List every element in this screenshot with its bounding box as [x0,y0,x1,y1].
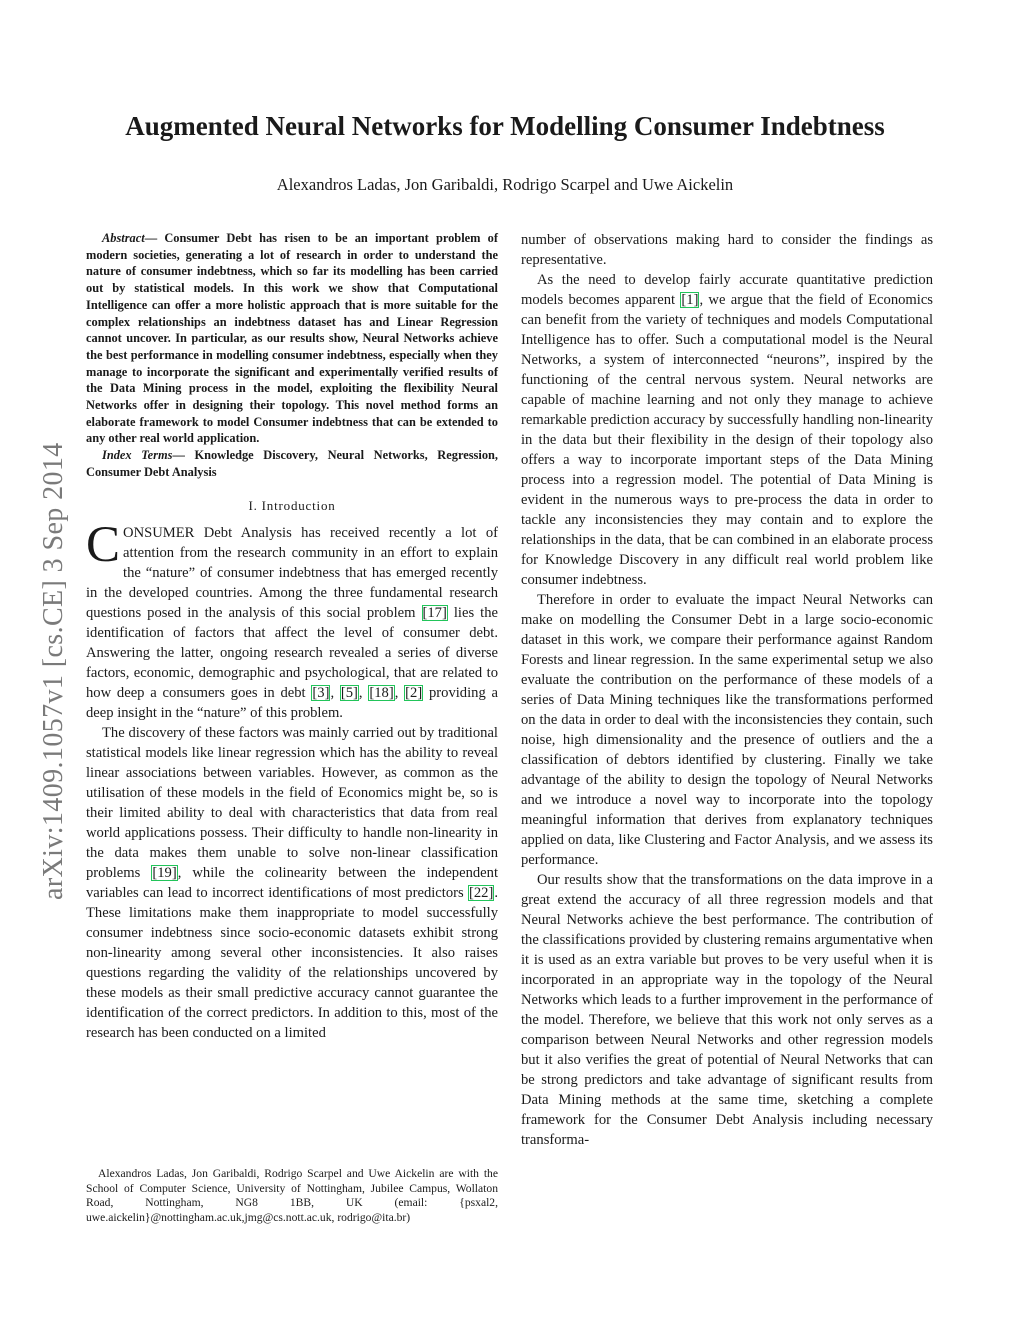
index-terms: Index Terms— Knowledge Discovery, Neural Networks, Regression, Consumer Debt Analysis [86,448,498,479]
text-run: , [358,684,369,701]
text-run: As the need to develop fairly accurate quantitative prediction models becomes apparent [521,272,933,308]
citation-link[interactable]: [5] [340,684,358,701]
abstract-text: Consumer Debt has risen to be an important problem of modern societies, generating a lot of research in order to understand the nature of consumer indebtness, which so far its modelling has been carried out by statistical models. In this work we show that Computational Intelligence can offer a more holistic approach that is more suitable for the complex relationships an indebtness dataset has and Linear Regression cannot uncover. In particular, as our results show, Neural Networks achieve the best performance in modelling consumer indebtness, especially when they manage to incorporate the significant and experimentally verified results of the Data Mining process in the model, exploiting the flexibility Neural Networks offer in designing their topology. This novel method forms an elaborate framework to model Consumer indebtness that can be extended to any other real world application. [86,231,498,446]
intro-paragraph-1 [86,516,499,723]
text-run: . These limitations make them inappropriate to model successfully consumer indebtness since socio-economic datasets exhibit strong non-linearity among several other inconsistencies. It also raises questions regarding the validity of the relationships uncovered by these models as their small predictive accuracy cannot guarantee the identification of the correct predictors. In addition to this, most of the research has been conducted on a limited [86,884,498,1041]
citation-link[interactable]: [17] [422,604,447,621]
citation-link[interactable]: [18] [369,684,394,701]
index-terms-text: Knowledge Discovery, Neural Networks, Regression, Consumer Debt Analysis [86,448,498,479]
text-run: , while the colinearity between the independent variables can lead to incorrect identifications of most predictors [86,864,498,901]
right-column [521,230,933,1150]
text-run: lies the identification of factors that affect the level of consumer debt. Answering the latter, ongoing research revealed a series of diverse factors, economic, demographic and psychological, that are related to how deep a consumers goes in debt [86,604,498,701]
text-run: The discovery of these factors was mainly carried out by traditional statistical models like linear regression which has the ability to reveal linear associations between variables. However, as common as the utilisation of these models in the field of Economics might be, so is their limited ability to deal with characteristics that data from real world applications possess. Their difficulty to handle non-linearity in the data makes them unable to solve non-linear classification problems [86,724,498,881]
text-run: ONSUMER Debt Analysis has received recently a lot of attention from the research community in an effort to explain the “nature” of consumer indebtness that has emerged recently in the developed countries. Among the three fundamental research questions posed in the analysis of this social problem [86,524,498,621]
left-column [86,230,498,1043]
section-heading-introduction: I. Introduction [248,497,336,513]
text-run: , we argue that the field of Economics can benefit from the variety of techniques and models Computational Intelligence has to offer. Such a computational model is the Neural Networks, a system of interconnected “neurons”, inspired by the functioning of the central nervous system. Neural networks are capable of machine learning and not only they manage to achieve remarkable prediction accuracy by successfully handling non-linearity in the data but their flexibility in the design of their topology also offers a way to incorporate important steps of the Data Mining process into a regression model. The potential of Data Mining is evident in the numerous ways to pre-process the data in order to tackle any inconsistencies they may contain and to explore the relationships in the data, that be can combined in an elaborate process for Knowledge Discovery in any difficult real world problem like consumer indebtness. [521,292,933,588]
intro-paragraph-5: Our results show that the transformations on the data improve in a great extend the accuracy of all three regression models and that Neural Networks achieve the best performance. The contribution of the classifications provided by clustering remains argumentative when it is used as an extra variable but proves to be very useful when it is incorporated in an appropriate way in the topology of the Neural Networks which leads to a further improvement in the performance of the model. Therefore, we believe that this work not only serves as a comparison between Neural Networks and other regression models but it also verifies the great of potential of Neural Networks that can be strong predictors and take advantage of significant results from Data Mining methods at the same time, sketching a complete framework for the Consumer Debt Analysis including necessary transforma- [521,872,933,1148]
drop-cap: C [86,516,121,573]
intro-paragraph-4: Therefore in order to evaluate the impact Neural Networks can make on modelling the Consumer Debt in a large socio-economic dataset in this work, we compare their performance against Random Forests and linear regression. In the same experimental setup we also evaluate the contribution on the performance of these models of a series of Data Mining techniques like the transformations performed on the data in order to deal with the inconsistencies they contain, such noise, high dimensionality and the presence of outliers and the a classification of debtors identified by clustering. Finally we take advantage of the ability to design the topology of Neural Networks and we introduce a novel way to incorporate into the topology meaningful information that derives from explanatory techniques applied on data, like Clustering and Factor Analysis, and we assess its performance. [521,592,933,868]
paper-title: Augmented Neural Networks for Modelling Consumer Indebtness [125,111,885,141]
intro-paragraph-2-cont: number of observations making hard to consider the findings as representative. [521,232,933,268]
intro-paragraph-2 [86,723,498,1043]
citation-link[interactable]: [1] [681,292,699,308]
abstract-label: Abstract [102,231,145,245]
index-terms-label: Index Terms [102,448,173,463]
arxiv-identifier: arXiv:1409.1057v1 [cs.CE] 3 Sep 2014 [38,442,69,900]
author-list: Alexandros Ladas, Jon Garibaldi, Rodrigo Scarpel and Uwe Aickelin [276,175,734,194]
citation-link[interactable]: [22] [469,884,494,901]
citation-link[interactable]: [3] [312,684,330,701]
intro-paragraph-3 [521,270,933,590]
citation-link[interactable]: [2] [405,684,423,701]
abstract: Abstract— Consumer Debt has risen to be an important problem of modern societies, generating a lot of research in order to understand the nature of consumer indebtness, which so far its modelling has been carried out by statistical models. In this work we show that Computational Intelligence can offer a more holistic approach that is more suitable for the complex relationships an indebtness dataset has and Linear Regression cannot uncover. In particular, as our results show, Neural Networks achieve the best performance in modelling consumer indebtness, especially when they manage to incorporate the significant and experimentally verified results of the Data Mining process in the model, exploiting the flexibility Neural Networks offer in designing their topology. This novel method forms an elaborate framework to model Consumer indebtness that can be extended to any other real world application. [86,231,498,446]
text-run: providing a deep insight in the “nature” of this problem. [86,684,499,721]
text-run: , [394,684,405,701]
text-run: , [330,684,340,701]
author-affiliation-footnote: Alexandros Ladas, Jon Garibaldi, Rodrigo Scarpel and Uwe Aickelin are with the School of Computer Science, University of Nottingham, Jubilee Campus, Wollaton Road, Nottingham, NG8 1BB, UK (email: {psxal2, uwe.aickelin}@nottingham.ac.uk,jmg@cs.nott.ac.uk, rodrigo@ita.br) [86,1167,498,1225]
citation-link[interactable]: [19] [152,864,177,881]
